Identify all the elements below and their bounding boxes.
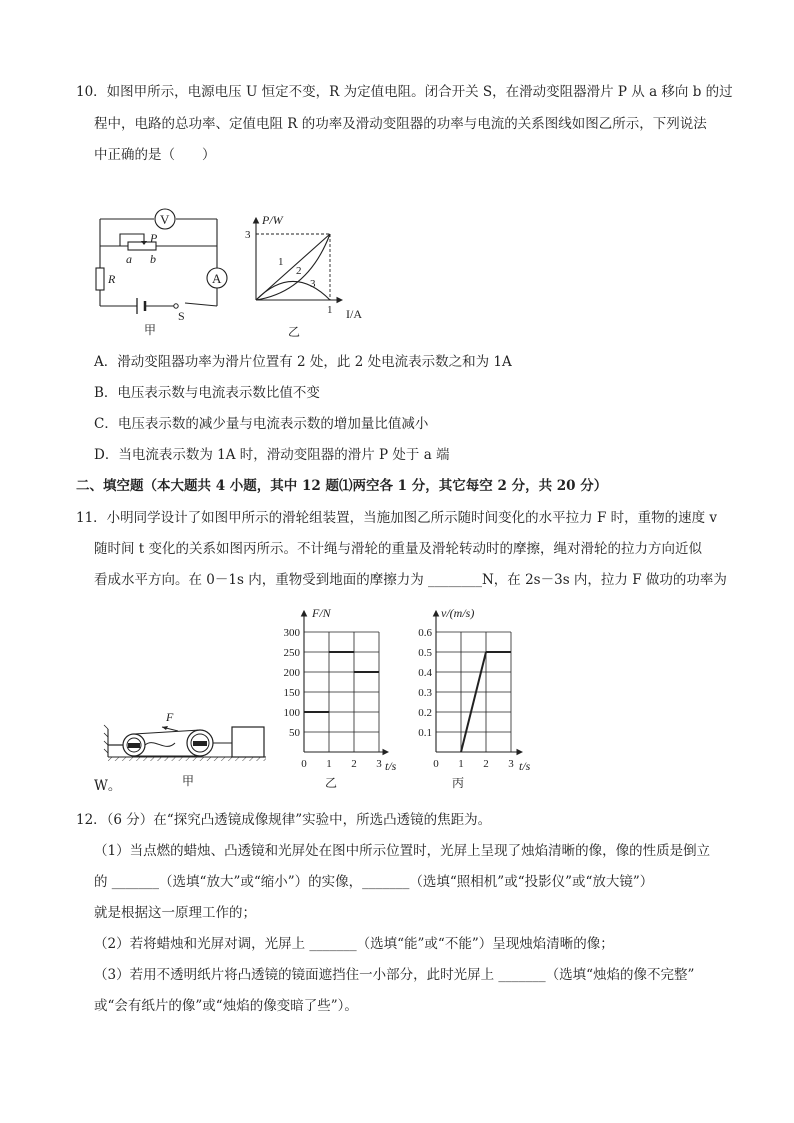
section-2-heading: 二、填空题（本大题共 4 小题，其中 12 题⑴两空各 1 分，其它每空 2 分，共 20 分） — [76, 478, 608, 494]
end-a-label: a — [126, 252, 132, 266]
graph-xlabel: I/A — [346, 307, 362, 321]
velocity-graph-ytick-label: 0.3 — [418, 687, 432, 699]
force-graph-ylabel: F/N — [312, 606, 331, 620]
force-graph-ytick-label: 250 — [283, 647, 300, 659]
q11-line2: 随时间 t 变化的关系如图丙所示。不计绳与滑轮的重量及滑轮转动时的摩擦，绳对滑轮的拉力方向近似 — [94, 541, 703, 557]
curve-label-2: 2 — [296, 265, 302, 277]
force-graph-ytick-label: 200 — [283, 667, 300, 679]
velocity-graph-data-segment — [461, 652, 486, 752]
switch-label: S — [178, 309, 185, 323]
velocity-graph-ytick-label: 0.6 — [418, 627, 432, 639]
circuit-caption: 甲 — [144, 323, 157, 337]
resistor-label: R — [108, 272, 116, 286]
velocity-graph-ylabel: v/(m/s) — [441, 606, 475, 620]
q10-circuit-diagram — [92, 208, 237, 340]
velocity-graph-xtick-label: 3 — [508, 758, 514, 770]
graph-caption: 乙 — [288, 325, 301, 339]
velocity-graph-xtick-label: 2 — [483, 758, 489, 770]
ammeter-label: A — [212, 271, 222, 286]
q11-line3: 看成水平方向。在 0－1s 内，重物受到地面的摩擦力为 ________N，在 2s－3s 内，拉力 F 做功的功率为 — [94, 572, 727, 588]
velocity-graph-ytick-label: 0.1 — [418, 727, 432, 739]
q10-option-b: B．电压表示数与电流表示数比值不变 — [94, 385, 320, 401]
q10-option-a: A．滑动变阻器功率为滑片位置有 2 处，此 2 处电流表示数之和为 1A — [94, 354, 512, 370]
force-graph-xtick-label: 1 — [326, 758, 332, 770]
velocity-graph-xtick-label: 1 — [458, 758, 464, 770]
q11-velocity-time-graph — [408, 605, 548, 793]
velocity-graph-xlabel: t/s — [519, 759, 531, 773]
q12-part2: （2）若将蜡烛和光屏对调，光屏上 _______（选填“能”或“不能”）呈现烛焰清晰的像； — [94, 936, 614, 952]
force-graph-caption: 乙 — [325, 776, 338, 790]
force-graph-xtick-label: 3 — [376, 758, 382, 770]
q10-line2: 程中，电路的总功率、定值电阻 R 的功率及滑动变阻器的功率与电流的关系图线如图乙所示，下列说法 — [94, 116, 707, 132]
apparatus-caption: 甲 — [182, 774, 195, 788]
q11-line1: 11．小明同学设计了如图甲所示的滑轮组装置，当施加图乙所示随时间变化的水平拉力 F 时，重物的速度 v — [76, 510, 718, 526]
q12-part3-line2: 或“会有纸片的像”或“烛焰的像变暗了些”）。 — [94, 998, 358, 1014]
q11-pulley-apparatus — [100, 705, 280, 797]
velocity-graph-caption: 丙 — [452, 776, 465, 790]
force-graph-ytick-label: 50 — [289, 727, 300, 739]
velocity-graph-ytick-label: 0.5 — [418, 647, 432, 659]
velocity-graph-xtick-label: 0 — [433, 758, 439, 770]
switch-contact — [174, 304, 178, 308]
curve-label-1: 1 — [278, 256, 284, 268]
q12-part3-line1: （3）若用不透明纸片将凸透镜的镜面遮挡住一小部分，此时光屏上 _______（选填“烛焰的像不完整” — [94, 967, 695, 983]
force-graph-ytick-label: 150 — [283, 687, 300, 699]
voltmeter-label: V — [160, 212, 170, 227]
velocity-graph-ytick-label: 0.4 — [418, 667, 432, 679]
graph-ylabel: P/W — [262, 213, 283, 227]
q10-line1: 10．如图甲所示，电源电压 U 恒定不变，R 为定值电阻。闭合开关 S，在滑动变阻器滑片 P 从 a 移向 b 的过 — [76, 84, 733, 100]
curve-label-3: 3 — [310, 278, 316, 290]
resistor-r — [96, 268, 104, 290]
graph-ytick-3: 3 — [245, 229, 251, 241]
q11-tail: W。 — [94, 778, 122, 794]
q10-option-d: D．当电流表示数为 1A 时，滑动变阻器的滑片 P 处于 a 端 — [94, 447, 450, 463]
force-graph-xtick-label: 0 — [301, 758, 307, 770]
q10-option-c: C．电压表示数的减少量与电流表示数的增加量比值减小 — [94, 416, 429, 432]
force-graph-xtick-label: 2 — [351, 758, 357, 770]
graph-xtick-1: 1 — [327, 304, 333, 316]
q12-line1: 12．（6 分）在“探究凸透镜成像规律”实验中，所选凸透镜的焦距为。 — [76, 812, 492, 828]
q12-part1-line1: （1）当点燃的蜡烛、凸透镜和光屏处在图中所示位置时，光屏上呈现了烛焰清晰的像，像的性质是倒立 — [94, 843, 711, 859]
force-f-label: F — [166, 710, 174, 724]
force-graph-ytick-label: 100 — [283, 707, 300, 719]
q10-line3: 中正确的是（ ） — [94, 147, 216, 163]
heavy-block — [232, 727, 264, 757]
q12-part1-line2: 的 _______（选填“放大”或“缩小”）的实像，_______（选填“照相机”或“投影仪”或“放大镜”） — [94, 874, 654, 890]
force-graph-ytick-label: 300 — [283, 627, 300, 639]
velocity-graph-ytick-label: 0.2 — [418, 707, 432, 719]
q10-power-graph — [238, 208, 378, 340]
q11-force-time-graph — [278, 605, 408, 793]
end-b-label: b — [150, 252, 156, 266]
q12-part1-line3: 就是根据这一原理工作的； — [94, 905, 256, 921]
slider-label-p: P — [150, 231, 158, 245]
force-graph-xlabel: t/s — [385, 759, 397, 773]
